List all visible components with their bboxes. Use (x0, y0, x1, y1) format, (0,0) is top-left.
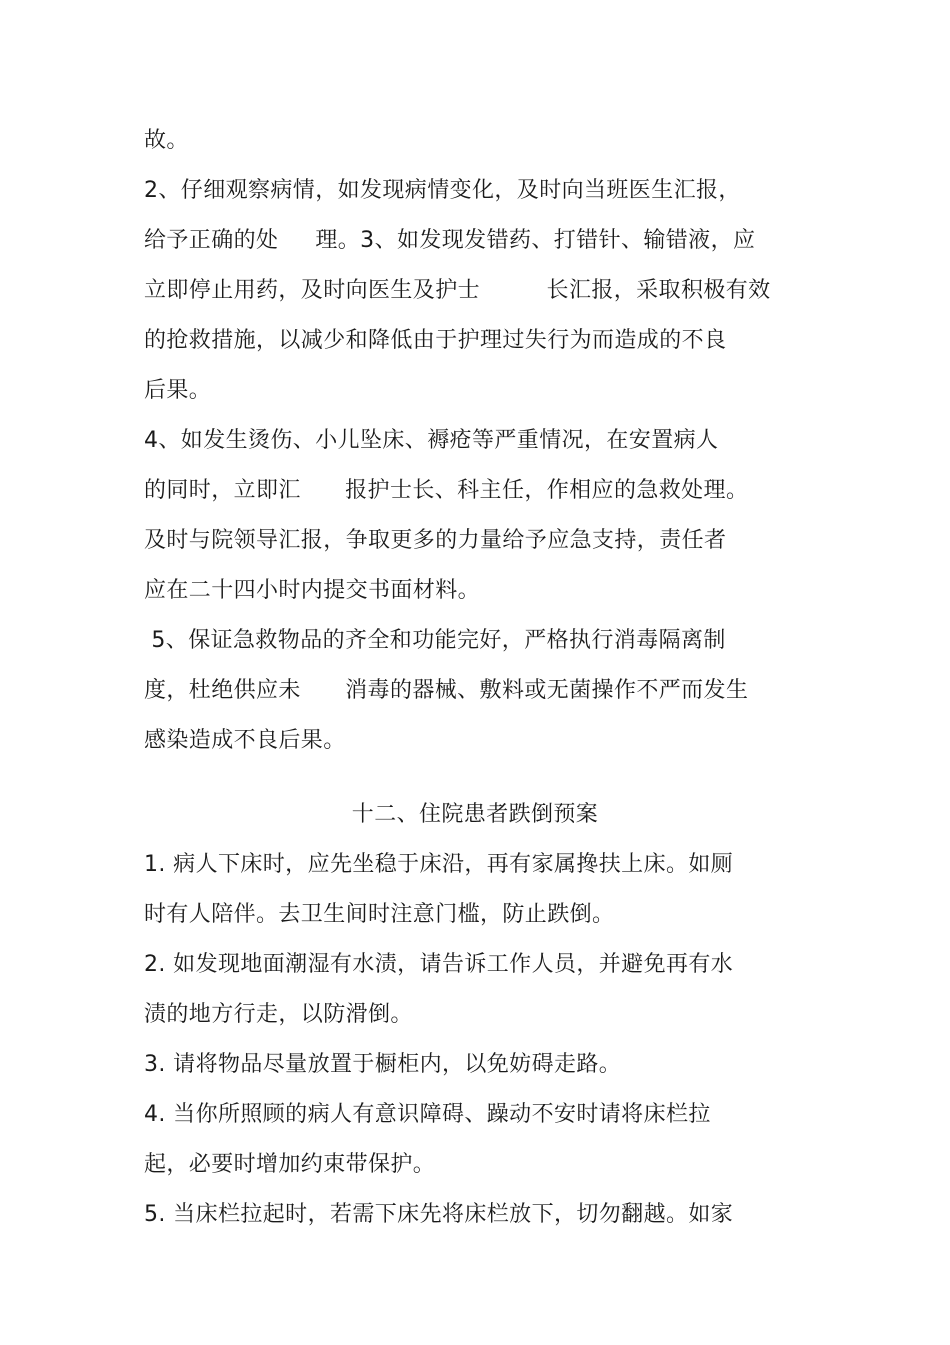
text-line: 4. 当你所照顾的病人有意识障碍、躁动不安时请将床栏拉 (144, 1102, 711, 1127)
text-line: 给予正确的处 理。3、如发现发错药、打错针、输错液，应 (144, 228, 756, 253)
text-line: 4、如发生烫伤、小儿坠床、褥疮等严重情况，在安置病人 (144, 428, 719, 453)
section-title: 十二、住院患者跌倒预案 (351, 802, 599, 827)
text-line: 故。 (144, 128, 189, 153)
text-line: 的同时，立即汇 报护士长、科主任，作相应的急救处理。 (144, 478, 749, 503)
text-line: 渍的地方行走，以防滑倒。 (144, 1002, 413, 1027)
text-line: 及时与院领导汇报，争取更多的力量给予应急支持，责任者 (144, 528, 727, 553)
text-line: 度，杜绝供应未 消毒的器械、敷料或无菌操作不严而发生 (144, 678, 749, 703)
text-line: 1. 病人下床时，应先坐稳于床沿，再有家属搀扶上床。如厕 (144, 852, 734, 877)
text-line: 2、仔细观察病情，如发现病情变化，及时向当班医生汇报， (144, 178, 741, 203)
text-line: 3. 请将物品尽量放置于橱柜内，以免妨碍走路。 (144, 1052, 622, 1077)
text-line: 后果。 (144, 378, 212, 403)
text-line: 5、保证急救物品的齐全和功能完好，严格执行消毒隔离制 (144, 628, 726, 653)
text-line: 应在二十四小时内提交书面材料。 (144, 578, 481, 603)
text-line: 时有人陪伴。去卫生间时注意门槛，防止跌倒。 (144, 902, 615, 927)
text-line: 起，必要时增加约束带保护。 (144, 1152, 436, 1177)
text-line: 感染造成不良后果。 (144, 728, 346, 753)
text-line: 5. 当床栏拉起时，若需下床先将床栏放下，切勿翻越。如家 (144, 1202, 734, 1227)
text-line: 2. 如发现地面潮湿有水渍，请告诉工作人员，并避免再有水 (144, 952, 734, 977)
text-line: 立即停止用药，及时向医生及护士 长汇报，采取积极有效 (144, 278, 771, 303)
text-line: 的抢救措施，以减少和降低由于护理过失行为而造成的不良 (144, 328, 727, 353)
